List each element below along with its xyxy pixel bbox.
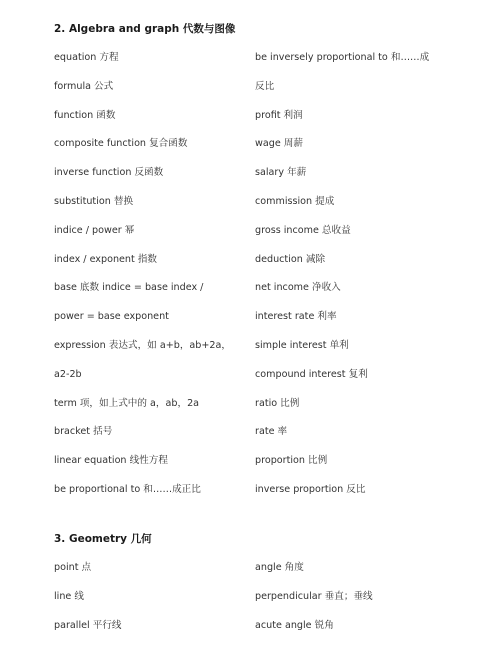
term-entry: inverse function 反函数 — [54, 167, 164, 179]
term-entry: simple interest 单利 — [255, 339, 349, 351]
term-entry: inverse proportion 反比 — [255, 483, 366, 495]
term-entry: be inversely proportional to 和……成 — [255, 52, 430, 63]
term-entry: point 点 — [54, 562, 92, 573]
term-entry: perpendicular 垂直；垂线 — [255, 590, 373, 602]
term-entry: 反比 — [255, 80, 275, 92]
term-entry: formula 公式 — [54, 80, 114, 92]
term-entry: a2-2b — [54, 368, 82, 380]
term-entry: ratio 比例 — [255, 397, 300, 409]
geometry-left-column — [54, 561, 122, 647]
term-entry: linear equation 线性方程 — [54, 455, 168, 467]
term-entry: substitution 替换 — [54, 195, 134, 207]
term-entry: power = base exponent — [54, 311, 169, 323]
term-entry: commission 提成 — [255, 195, 335, 207]
term-entry: bracket 括号 — [54, 426, 113, 438]
term-entry: profit 利润 — [255, 109, 303, 121]
term-entry: salary 年薪 — [255, 167, 307, 179]
term-entry: wage 周薪 — [255, 138, 303, 150]
term-entry: be proportional to 和……成正比 — [54, 483, 201, 495]
term-entry: term 项，如上式中的 a，ab，2a — [54, 397, 200, 409]
algebra-right-column — [255, 51, 429, 512]
term-entry: line 线 — [54, 590, 84, 602]
term-entry: expression 表达式，如 a+b，ab+2a， — [54, 339, 232, 351]
term-entry: angle 角度 — [255, 562, 304, 573]
term-entry: compound interest 复利 — [255, 368, 368, 380]
term-entry: proportion 比例 — [255, 455, 328, 467]
term-entry: indice / power 幂 — [54, 224, 135, 236]
term-entry: index / exponent 指数 — [54, 253, 158, 265]
term-entry: function 函数 — [54, 109, 116, 121]
geometry-right-column — [255, 561, 373, 647]
term-entry: interest rate 利率 — [255, 311, 337, 323]
term-entry: acute angle 锐角 — [255, 619, 334, 631]
term-entry: base 底数 indice = base index / — [54, 282, 204, 294]
algebra-left-column — [54, 51, 231, 512]
term-entry: gross income 总收益 — [255, 224, 351, 236]
term-entry: composite function 复合函数 — [54, 138, 188, 150]
section-title-geometry: 3. Geometry 几何 — [54, 533, 152, 545]
term-entry: equation 方程 — [54, 52, 119, 63]
term-entry: parallel 平行线 — [54, 619, 122, 631]
term-entry: deduction 减除 — [255, 253, 326, 265]
section-title-algebra: 2. Algebra and graph 代数与图像 — [54, 23, 236, 35]
term-entry: rate 率 — [255, 426, 288, 438]
term-entry: net income 净收入 — [255, 282, 341, 294]
